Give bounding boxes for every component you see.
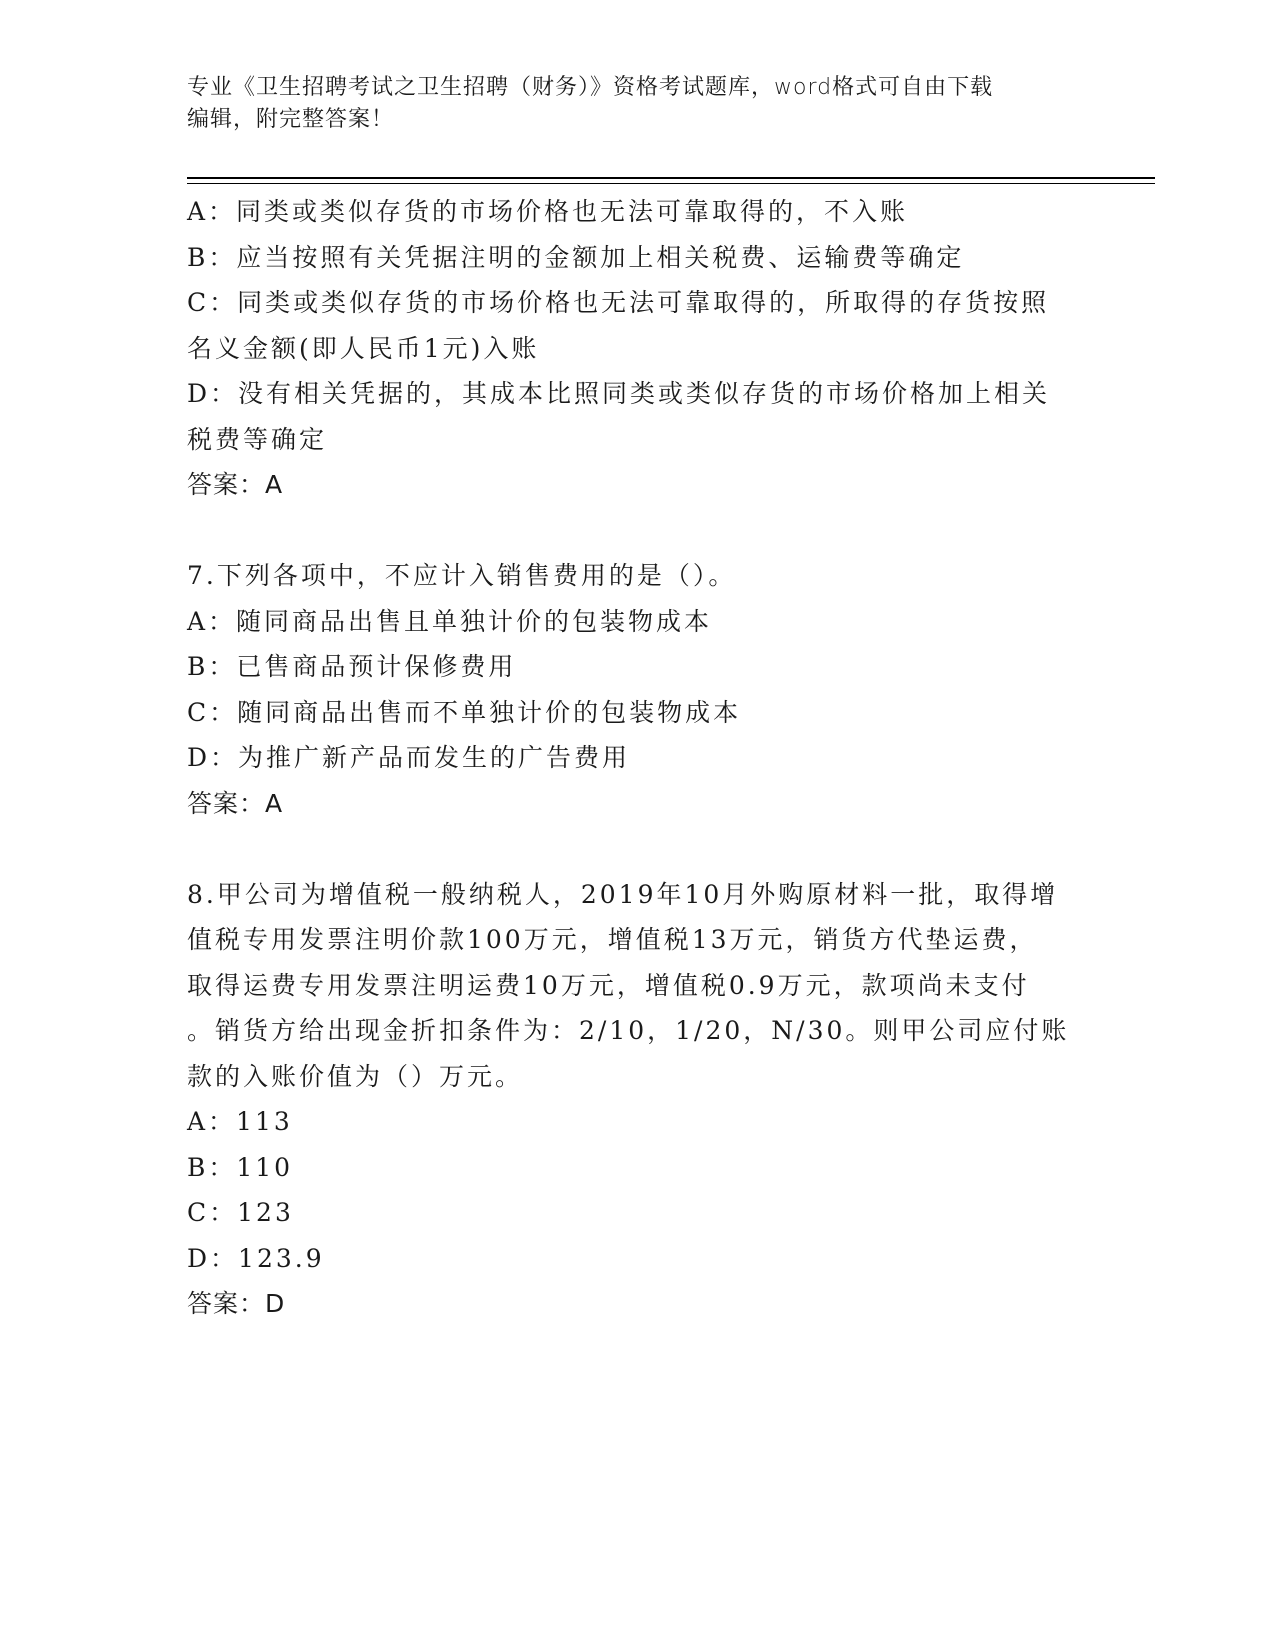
q8-stem-line-3: 取得运费专用发票注明运费10万元，增值税0.9万元，款项尚未支付 <box>187 970 1030 1000</box>
q8-option-a: A：113 <box>187 1107 293 1136</box>
q6-option-c-cont: 名义金额(即人民币1元)入账 <box>187 333 540 363</box>
q6-option-a: A：同类或类似存货的市场价格也无法可靠取得的，不入账 <box>187 197 909 226</box>
question-content <box>187 189 1087 1327</box>
q7-stem: 7.下列各项中，不应计入销售费用的是（）。 <box>187 561 737 590</box>
q8-option-b: B：110 <box>187 1152 294 1182</box>
q7-option-d: D：为推广新产品而发生的广告费用 <box>187 743 631 772</box>
question-7 <box>187 553 1087 826</box>
q8-answer: 答案：D <box>187 1289 286 1318</box>
header-line-2: 编辑，附完整答案！ <box>187 107 395 132</box>
q6-option-d-cont: 税费等确定 <box>187 424 328 454</box>
document-header <box>187 72 1067 136</box>
q6-option-d: D：没有相关凭据的，其成本比照同类或类似存货的市场价格加上相关 <box>187 379 1051 408</box>
q6-option-b: B：应当按照有关凭据注明的金额加上相关税费、运输费等确定 <box>187 242 965 272</box>
spacer <box>187 826 1087 872</box>
q7-option-c: C：随同商品出售而不单独计价的包装物成本 <box>187 697 742 727</box>
q8-stem-line-1: 8.甲公司为增值税一般纳税人，2019年10月外购原材料一批，取得增 <box>187 879 1059 909</box>
q8-option-c: C：123 <box>187 1198 294 1227</box>
q7-option-a: A：随同商品出售且单独计价的包装物成本 <box>187 606 713 636</box>
q7-answer: 答案：A <box>187 788 284 818</box>
q6-option-c: C：同类或类似存货的市场价格也无法可靠取得的，所取得的存货按照 <box>187 288 1050 317</box>
q8-stem-line-2: 值税专用发票注明价款100万元，增值税13万元，销货方代垫运费， <box>187 925 1038 954</box>
question-8 <box>187 872 1087 1327</box>
q8-stem-line-5: 款的入账价值为（）万元。 <box>187 1061 524 1091</box>
question-6 <box>187 189 1087 508</box>
header-divider-thin <box>187 183 1155 184</box>
header-line-1: 专业《卫生招聘考试之卫生招聘（财务）》资格考试题库，word格式可自由下载 <box>187 75 994 100</box>
spacer <box>187 508 1087 554</box>
q6-answer: 答案：A <box>187 470 284 499</box>
q8-option-d: D：123.9 <box>187 1243 325 1273</box>
header-divider-thick <box>187 177 1155 179</box>
q8-stem-line-4: 。销货方给出现金折扣条件为：2/10，1/20，N/30。则甲公司应付账 <box>187 1016 1070 1045</box>
q7-option-b: B：已售商品预计保修费用 <box>187 652 517 681</box>
